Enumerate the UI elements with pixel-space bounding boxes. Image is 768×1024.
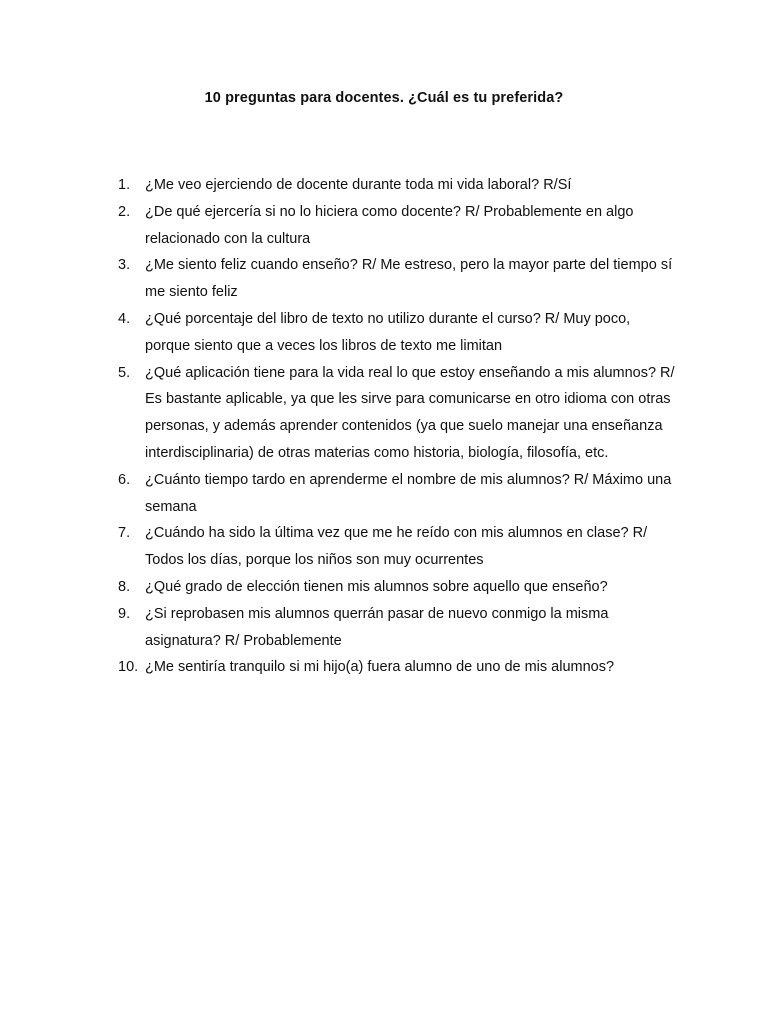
list-item	[118, 654, 678, 681]
list-item	[118, 172, 678, 199]
item-number: 8.	[118, 578, 131, 595]
item-number: 1.	[118, 177, 131, 193]
item-text: ¿Qué grado de elección tienen mis alumnos sobre aquello que enseño?	[145, 578, 608, 595]
item-number: 6.	[118, 471, 131, 488]
item-number: 4.	[118, 310, 131, 327]
item-number: 5.	[118, 364, 131, 381]
item-text: ¿Me veo ejerciendo de docente durante toda mi vida laboral? R/Sí	[145, 177, 572, 193]
list-item	[118, 306, 678, 360]
list-item	[118, 601, 678, 655]
item-text: ¿Qué aplicación tiene para la vida real lo que estoy enseñando a mis alumnos? R/ Es bastante aplicable, ya que les sirve para comunicarse en otro idioma con otras personas, y además aprender contenidos (ya que suelo manejar una enseñanza interdisciplinaria) de otras materias como historia, biología, filosofía, etc.	[145, 364, 675, 461]
item-text: ¿Qué porcentaje del libro de texto no utilizo durante el curso? R/ Muy poco, porque siento que a veces los libros de texto me limitan	[145, 310, 631, 354]
item-text: ¿De qué ejercería si no lo hiciera como docente? R/ Probablemente en algo relacionado con la cultura	[145, 203, 634, 247]
item-text: ¿Cuándo ha sido la última vez que me he reído con mis alumnos en clase? R/ Todos los días, porque los niños son muy ocurrentes	[145, 525, 648, 569]
item-number: 9.	[118, 605, 131, 622]
item-number: 3.	[118, 257, 131, 274]
item-text: ¿Cuánto tiempo tardo en aprenderme el nombre de mis alumnos? R/ Máximo una semana	[145, 471, 672, 515]
item-number: 2.	[118, 203, 131, 220]
list-item	[118, 360, 678, 467]
list-item	[118, 252, 678, 306]
item-number: 10.	[118, 659, 139, 676]
list-item	[118, 199, 678, 253]
item-text: ¿Me sentiría tranquilo si mi hijo(a) fuera alumno de uno de mis alumnos?	[145, 659, 615, 676]
question-list	[118, 172, 678, 681]
item-number: 7.	[118, 525, 131, 542]
list-item	[118, 520, 678, 574]
document-title: 10 preguntas para docentes. ¿Cuál es tu preferida?	[204, 90, 564, 106]
item-text: ¿Si reprobasen mis alumnos querrán pasar de nuevo conmigo la misma asignatura? R/ Probablemente	[145, 605, 609, 649]
item-text: ¿Me siento feliz cuando enseño? R/ Me estreso, pero la mayor parte del tiempo sí me siento feliz	[145, 257, 673, 301]
list-item	[118, 574, 678, 601]
list-item	[118, 467, 678, 521]
